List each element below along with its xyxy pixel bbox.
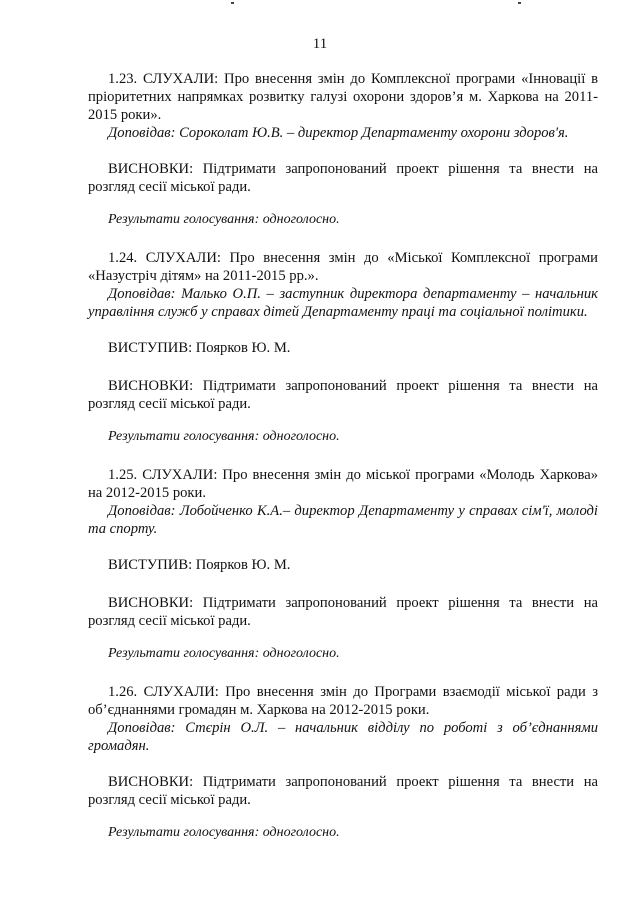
reporter-text: Доповідав: Стєрін О.Л. – начальник відділу по роботі з об’єднаннями громадян.	[88, 720, 598, 754]
speaker-text: ВИСТУПИВ: Поярков Ю. М.	[108, 340, 291, 356]
scan-mark-left	[231, 2, 234, 4]
conclusions-text: ВИСНОВКИ: Підтримати запропонований проект рішення та внести на розгляд сесії міської ради.	[88, 595, 598, 629]
agenda-item-1-26	[88, 683, 598, 842]
heard-text: 1.26. СЛУХАЛИ: Про внесення змін до Програми взаємодії міської ради з об’єднаннями громадян м. Харкова на 2012-2015 роки.	[88, 684, 598, 718]
heard-text: 1.24. СЛУХАЛИ: Про внесення змін до «Міської Комплексної програми «Назустріч дітям» на 2011-2015 рр.».	[88, 250, 598, 284]
agenda-item-1-24	[88, 249, 598, 446]
conclusions-text: ВИСНОВКИ: Підтримати запропонований проект рішення та внести на розгляд сесії міської ради.	[88, 774, 598, 808]
agenda-item-1-23	[88, 70, 598, 229]
heard-text: 1.23. СЛУХАЛИ: Про внесення змін до Комплексної програми «Інновації в пріоритетних напрямках розвитку галузі охорони здоров’я м. Харкова на 2011-2015 роки».	[88, 71, 598, 123]
heard-text: 1.25. СЛУХАЛИ: Про внесення змін до міської програми «Молодь Харкова» на 2012-2015 роки.	[88, 467, 598, 501]
page-number: 11	[312, 36, 328, 52]
conclusions-text: ВИСНОВКИ: Підтримати запропонований проект рішення та внести на розгляд сесії міської ради.	[88, 378, 598, 412]
speaker-text: ВИСТУПИВ: Поярков Ю. М.	[108, 557, 291, 573]
vote-result: Результати голосування: одноголосно.	[108, 825, 340, 840]
minutes-body	[88, 70, 598, 862]
agenda-item-1-25	[88, 466, 598, 663]
vote-result: Результати голосування: одноголосно.	[108, 429, 340, 444]
vote-result: Результати голосування: одноголосно.	[108, 646, 340, 661]
scan-mark-right	[518, 2, 521, 4]
reporter-text: Доповідав: Малько О.П. – заступник директора департаменту – начальник управління служб у справах дітей Департаменту праці та соціальної політики.	[88, 286, 598, 320]
vote-result: Результати голосування: одноголосно.	[108, 212, 340, 227]
reporter-text: Доповідав: Сороколат Ю.В. – директор Департаменту охорони здоров'я.	[108, 125, 569, 141]
conclusions-text: ВИСНОВКИ: Підтримати запропонований проект рішення та внести на розгляд сесії міської ради.	[88, 161, 598, 195]
reporter-text: Доповідав: Лобойченко К.А.– директор Департаменту у справах сім'ї, молоді та спорту.	[88, 503, 598, 537]
